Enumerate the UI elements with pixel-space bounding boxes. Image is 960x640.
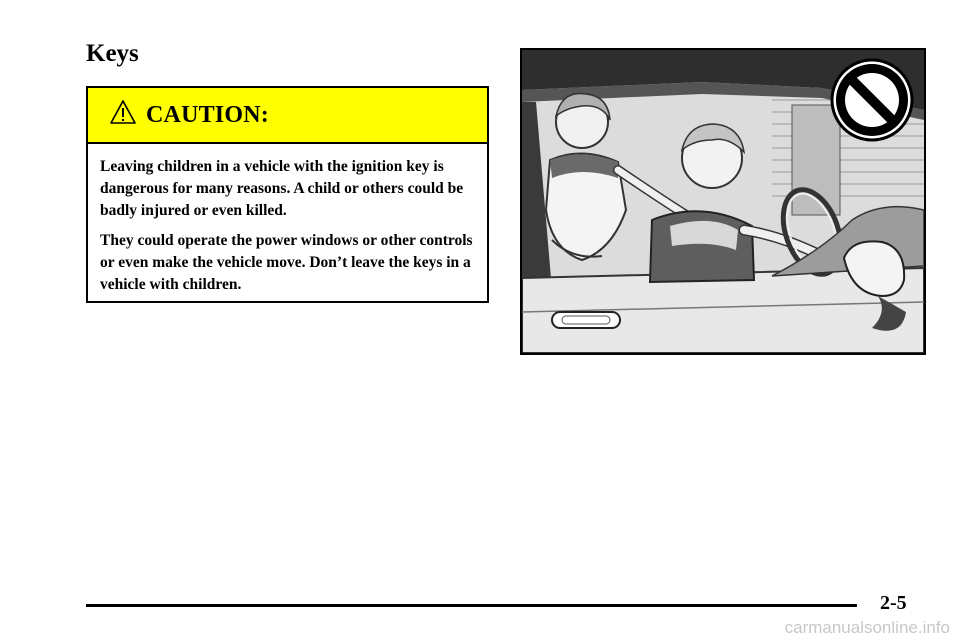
- caution-box: [86, 86, 489, 303]
- caution-title: CAUTION:: [146, 101, 269, 128]
- footer-rule: [86, 604, 857, 607]
- caution-header: [88, 88, 487, 144]
- caution-paragraph: Leaving children in a vehicle with the ignition key is dangerous for many reasons. A child or others could be badly injured or even killed.: [100, 158, 464, 219]
- caution-paragraph: They could operate the power windows or other controls or even make the vehicle move. Don’t leave the keys in a vehicle with children.: [100, 232, 473, 293]
- children-in-car-illustration: [520, 48, 926, 355]
- children-in-car-drawing: [522, 50, 924, 353]
- watermark: carmanualsonline.info: [784, 618, 950, 637]
- page-number: 2-5: [880, 592, 907, 614]
- prohibition-sign-icon: [832, 60, 912, 140]
- caution-body: [88, 144, 487, 296]
- warning-triangle-icon: [110, 100, 136, 124]
- section-title: Keys: [86, 40, 139, 67]
